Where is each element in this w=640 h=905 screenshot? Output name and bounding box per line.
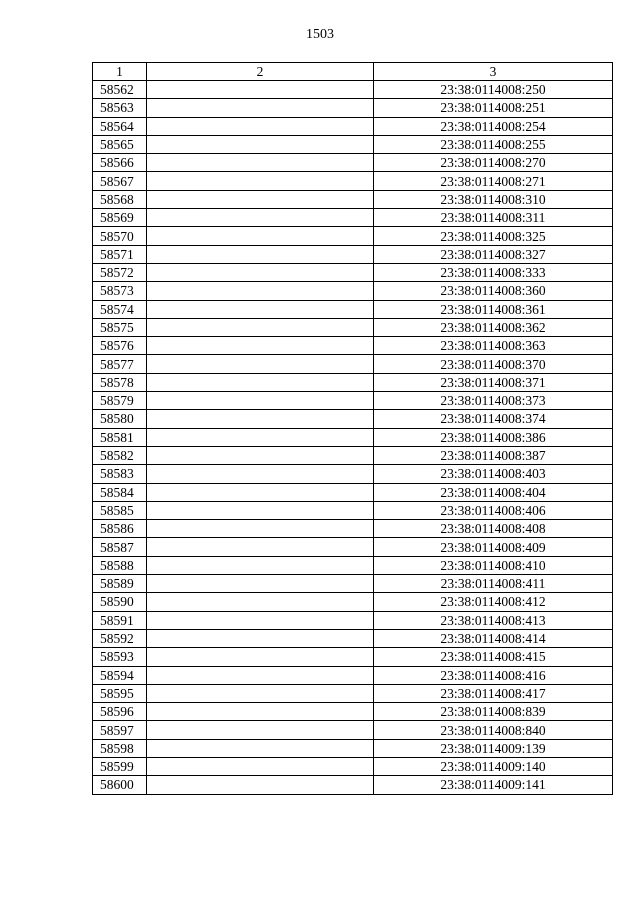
row-blank-cell <box>147 117 374 135</box>
cadastral-number-cell: 23:38:0114008:409 <box>374 538 613 556</box>
row-blank-cell <box>147 172 374 190</box>
table-row <box>93 318 613 336</box>
row-number-cell: 58575 <box>93 318 147 336</box>
row-number-cell: 58568 <box>93 190 147 208</box>
row-blank-cell <box>147 209 374 227</box>
row-blank-cell <box>147 337 374 355</box>
row-number-cell: 58586 <box>93 520 147 538</box>
header-row <box>93 63 613 81</box>
table-row <box>93 428 613 446</box>
table-row <box>93 190 613 208</box>
table-row <box>93 81 613 99</box>
table-row <box>93 135 613 153</box>
row-number-cell: 58592 <box>93 629 147 647</box>
table-row <box>93 373 613 391</box>
row-blank-cell <box>147 757 374 775</box>
row-blank-cell <box>147 538 374 556</box>
row-blank-cell <box>147 428 374 446</box>
table-row <box>93 209 613 227</box>
table-row <box>93 684 613 702</box>
column-header-3: 3 <box>374 63 613 81</box>
row-blank-cell <box>147 154 374 172</box>
table-row <box>93 703 613 721</box>
row-number-cell: 58571 <box>93 245 147 263</box>
table-row <box>93 666 613 684</box>
row-blank-cell <box>147 703 374 721</box>
row-blank-cell <box>147 684 374 702</box>
cadastral-number-cell: 23:38:0114008:406 <box>374 501 613 519</box>
table-row <box>93 501 613 519</box>
row-blank-cell <box>147 410 374 428</box>
cadastral-number-cell: 23:38:0114008:362 <box>374 318 613 336</box>
table-row <box>93 282 613 300</box>
cadastral-number-cell: 23:38:0114008:325 <box>374 227 613 245</box>
cadastral-number-cell: 23:38:0114008:363 <box>374 337 613 355</box>
row-number-cell: 58565 <box>93 135 147 153</box>
table-row <box>93 556 613 574</box>
cadastral-number-cell: 23:38:0114008:404 <box>374 483 613 501</box>
row-number-cell: 58584 <box>93 483 147 501</box>
row-number-cell: 58596 <box>93 703 147 721</box>
cadastral-number-cell: 23:38:0114008:373 <box>374 392 613 410</box>
row-blank-cell <box>147 776 374 794</box>
row-number-cell: 58564 <box>93 117 147 135</box>
row-blank-cell <box>147 190 374 208</box>
table-row <box>93 757 613 775</box>
row-blank-cell <box>147 446 374 464</box>
cadastral-number-cell: 23:38:0114008:311 <box>374 209 613 227</box>
row-number-cell: 58588 <box>93 556 147 574</box>
row-number-cell: 58569 <box>93 209 147 227</box>
row-number-cell: 58587 <box>93 538 147 556</box>
row-number-cell: 58589 <box>93 575 147 593</box>
table-row <box>93 465 613 483</box>
table-row <box>93 355 613 373</box>
cadastral-number-cell: 23:38:0114009:139 <box>374 739 613 757</box>
row-blank-cell <box>147 373 374 391</box>
row-blank-cell <box>147 556 374 574</box>
cadastral-number-cell: 23:38:0114008:255 <box>374 135 613 153</box>
row-blank-cell <box>147 81 374 99</box>
cadastral-number-cell: 23:38:0114008:414 <box>374 629 613 647</box>
cadastral-number-cell: 23:38:0114008:327 <box>374 245 613 263</box>
row-number-cell: 58600 <box>93 776 147 794</box>
table-row <box>93 593 613 611</box>
registry-table <box>92 62 613 795</box>
row-blank-cell <box>147 520 374 538</box>
row-number-cell: 58566 <box>93 154 147 172</box>
cadastral-number-cell: 23:38:0114008:251 <box>374 99 613 117</box>
table-row <box>93 154 613 172</box>
page-number: 1503 <box>306 27 334 42</box>
row-number-cell: 58583 <box>93 465 147 483</box>
table-row <box>93 410 613 428</box>
row-number-cell: 58570 <box>93 227 147 245</box>
row-blank-cell <box>147 629 374 647</box>
row-blank-cell <box>147 263 374 281</box>
cadastral-number-cell: 23:38:0114008:416 <box>374 666 613 684</box>
table-header <box>93 63 613 81</box>
cadastral-number-cell: 23:38:0114008:250 <box>374 81 613 99</box>
row-blank-cell <box>147 593 374 611</box>
cadastral-number-cell: 23:38:0114008:403 <box>374 465 613 483</box>
table-row <box>93 263 613 281</box>
row-number-cell: 58590 <box>93 593 147 611</box>
row-blank-cell <box>147 245 374 263</box>
row-number-cell: 58593 <box>93 648 147 666</box>
row-blank-cell <box>147 575 374 593</box>
row-blank-cell <box>147 611 374 629</box>
table-row <box>93 300 613 318</box>
row-number-cell: 58585 <box>93 501 147 519</box>
cadastral-number-cell: 23:38:0114008:408 <box>374 520 613 538</box>
cadastral-number-cell: 23:38:0114008:271 <box>374 172 613 190</box>
table-row <box>93 520 613 538</box>
row-blank-cell <box>147 227 374 245</box>
table-row <box>93 337 613 355</box>
cadastral-number-cell: 23:38:0114009:141 <box>374 776 613 794</box>
row-blank-cell <box>147 648 374 666</box>
cadastral-number-cell: 23:38:0114008:386 <box>374 428 613 446</box>
table-row <box>93 721 613 739</box>
row-number-cell: 58574 <box>93 300 147 318</box>
row-number-cell: 58594 <box>93 666 147 684</box>
table-row <box>93 392 613 410</box>
cadastral-number-cell: 23:38:0114008:413 <box>374 611 613 629</box>
table-row <box>93 575 613 593</box>
cadastral-number-cell: 23:38:0114008:360 <box>374 282 613 300</box>
cadastral-number-cell: 23:38:0114008:387 <box>374 446 613 464</box>
table-row <box>93 776 613 794</box>
row-blank-cell <box>147 318 374 336</box>
cadastral-number-cell: 23:38:0114008:839 <box>374 703 613 721</box>
table-row <box>93 245 613 263</box>
cadastral-number-cell: 23:38:0114008:270 <box>374 154 613 172</box>
row-blank-cell <box>147 135 374 153</box>
row-number-cell: 58599 <box>93 757 147 775</box>
row-blank-cell <box>147 392 374 410</box>
cadastral-number-cell: 23:38:0114008:412 <box>374 593 613 611</box>
row-blank-cell <box>147 465 374 483</box>
table-row <box>93 648 613 666</box>
table-row <box>93 99 613 117</box>
row-blank-cell <box>147 282 374 300</box>
row-blank-cell <box>147 483 374 501</box>
cadastral-number-cell: 23:38:0114008:411 <box>374 575 613 593</box>
cadastral-number-cell: 23:38:0114008:254 <box>374 117 613 135</box>
row-number-cell: 58591 <box>93 611 147 629</box>
row-number-cell: 58597 <box>93 721 147 739</box>
row-number-cell: 58578 <box>93 373 147 391</box>
row-number-cell: 58595 <box>93 684 147 702</box>
cadastral-number-cell: 23:38:0114008:374 <box>374 410 613 428</box>
row-blank-cell <box>147 721 374 739</box>
table-row <box>93 611 613 629</box>
cadastral-number-cell: 23:38:0114008:371 <box>374 373 613 391</box>
row-blank-cell <box>147 666 374 684</box>
table-row <box>93 227 613 245</box>
row-blank-cell <box>147 99 374 117</box>
table-body <box>93 81 613 795</box>
row-number-cell: 58581 <box>93 428 147 446</box>
cadastral-number-cell: 23:38:0114008:417 <box>374 684 613 702</box>
row-number-cell: 58573 <box>93 282 147 300</box>
row-number-cell: 58577 <box>93 355 147 373</box>
row-blank-cell <box>147 300 374 318</box>
cadastral-number-cell: 23:38:0114008:361 <box>374 300 613 318</box>
table-row <box>93 538 613 556</box>
row-blank-cell <box>147 501 374 519</box>
cadastral-number-cell: 23:38:0114008:415 <box>374 648 613 666</box>
row-number-cell: 58580 <box>93 410 147 428</box>
table-row <box>93 446 613 464</box>
row-number-cell: 58582 <box>93 446 147 464</box>
row-blank-cell <box>147 739 374 757</box>
row-number-cell: 58579 <box>93 392 147 410</box>
table-row <box>93 739 613 757</box>
row-number-cell: 58567 <box>93 172 147 190</box>
cadastral-number-cell: 23:38:0114009:140 <box>374 757 613 775</box>
cadastral-number-cell: 23:38:0114008:310 <box>374 190 613 208</box>
row-number-cell: 58563 <box>93 99 147 117</box>
table-row <box>93 483 613 501</box>
row-number-cell: 58598 <box>93 739 147 757</box>
cadastral-number-cell: 23:38:0114008:410 <box>374 556 613 574</box>
cadastral-number-cell: 23:38:0114008:840 <box>374 721 613 739</box>
cadastral-number-cell: 23:38:0114008:333 <box>374 263 613 281</box>
row-number-cell: 58562 <box>93 81 147 99</box>
column-header-1: 1 <box>93 63 147 81</box>
row-blank-cell <box>147 355 374 373</box>
column-header-2: 2 <box>147 63 374 81</box>
row-number-cell: 58572 <box>93 263 147 281</box>
table-row <box>93 172 613 190</box>
row-number-cell: 58576 <box>93 337 147 355</box>
table-row <box>93 117 613 135</box>
cadastral-number-cell: 23:38:0114008:370 <box>374 355 613 373</box>
table-row <box>93 629 613 647</box>
